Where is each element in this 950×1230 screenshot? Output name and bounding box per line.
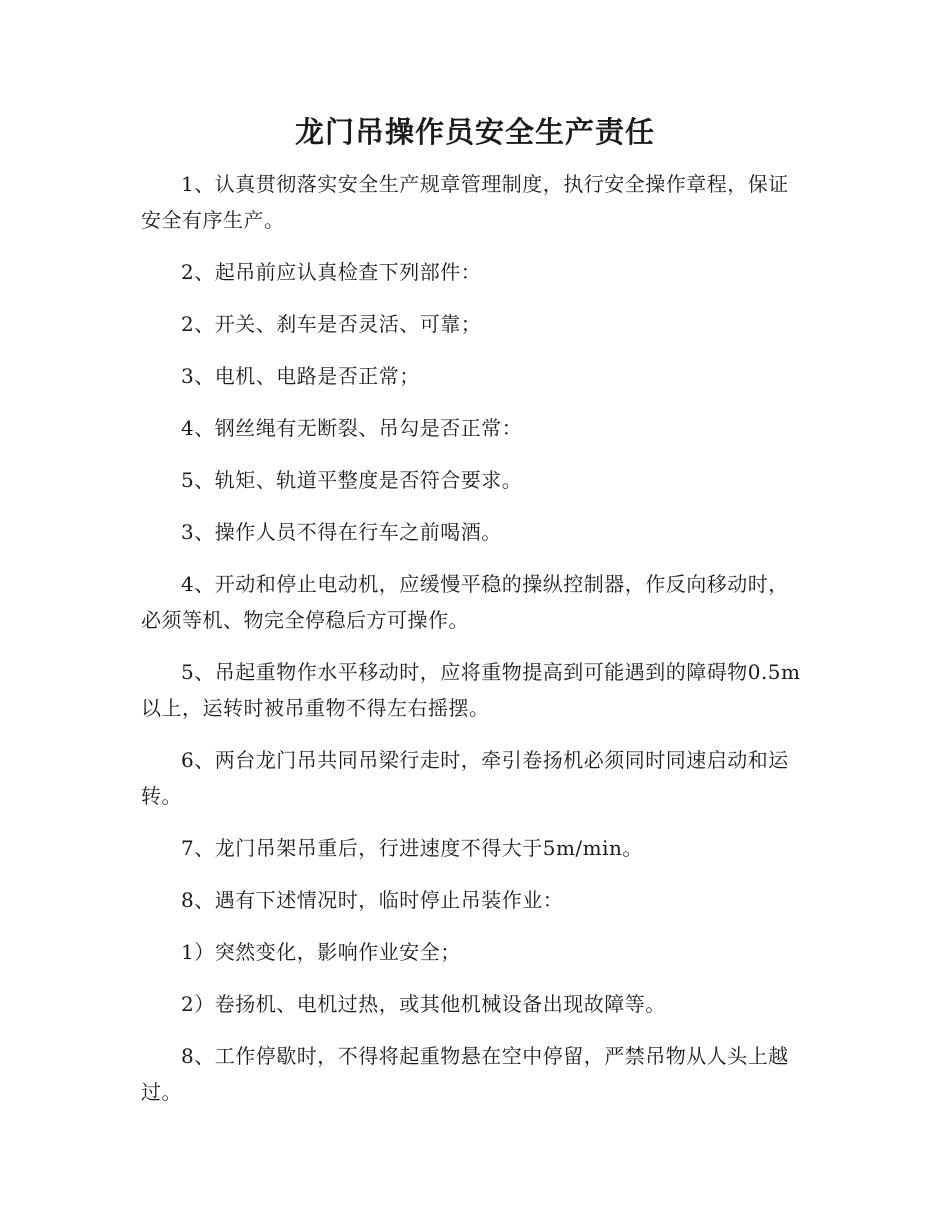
paragraph: 2、起吊前应认真检查下列部件： [181, 260, 482, 284]
paragraph: 1）突然变化，影响作业安全； [181, 940, 461, 964]
paragraph: 8、工作停歇时，不得将起重物悬在空中停留，严禁吊物从人头上越过。 [141, 1044, 789, 1104]
document-title: 龙门吊操作员安全生产责任 [294, 115, 655, 149]
document-body [141, 166, 809, 1126]
paragraph: 1、认真贯彻落实安全生产规章管理制度，执行安全操作章程，保证安全有序生产。 [141, 172, 789, 232]
paragraph: 4、开动和停止电动机，应缓慢平稳的操纵控制器，作反向移动时，必须等机、物完全停稳后方可操作。 [141, 572, 789, 632]
paragraph: 2、开关、刹车是否灵活、可靠； [181, 312, 482, 336]
paragraph: 2）卷扬机、电机过热，或其他机械设备出现故障等。 [181, 992, 666, 1016]
paragraph: 7、龙门吊架吊重后，行进速度不得大于5m/min。 [181, 836, 643, 860]
paragraph: 6、两台龙门吊共同吊梁行走时，牵引卷扬机必须同时同速启动和运转。 [141, 748, 789, 808]
paragraph: 3、电机、电路是否正常； [181, 364, 420, 388]
paragraph: 8、遇有下述情况时，临时停止吊装作业： [181, 888, 564, 912]
paragraph: 4、钢丝绳有无断裂、吊勾是否正常： [181, 416, 523, 440]
paragraph: 5、吊起重物作水平移动时，应将重物提高到可能遇到的障碍物0.5m以上，运转时被吊重物不得左右摇摆。 [141, 660, 801, 720]
paragraph: 5、轨矩、轨道平整度是否符合要求。 [181, 468, 523, 492]
paragraph: 3、操作人员不得在行车之前喝酒。 [181, 520, 502, 544]
